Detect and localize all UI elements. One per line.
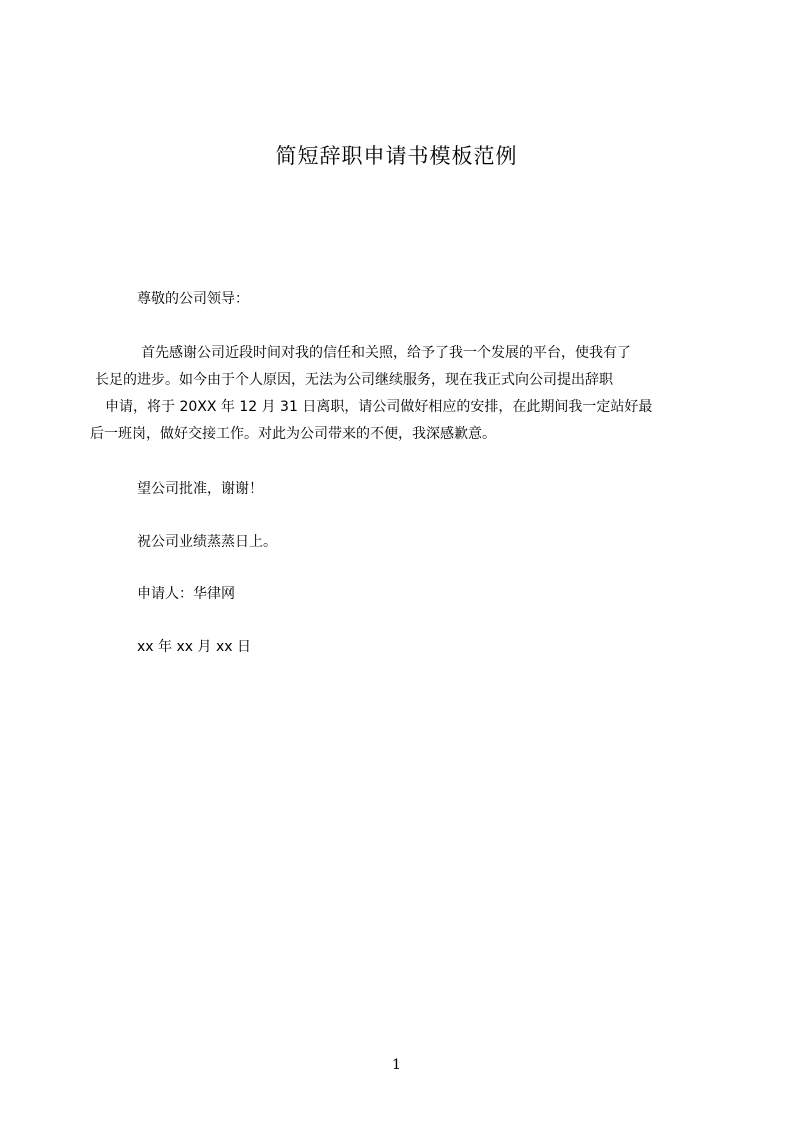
approval-request: 望公司批准，谢谢！ [137,481,263,497]
signature-date: xx 年 xx 月 xx 日 [137,639,251,655]
body-paragraph [90,342,696,452]
body-line: 申请，将于 20XX 年 12 月 31 日离职，请公司做好相应的安排，在此期间我一定站好最 [105,399,653,415]
applicant-signature: 申请人：华律网 [137,586,235,602]
salutation: 尊敬的公司领导： [137,291,249,307]
closing-wishes: 祝公司业绩蒸蒸日上。 [137,534,277,550]
body-line: 首先感谢公司近段时间对我的信任和关照，给予了我一个发展的平台，使我有了 [141,345,631,361]
body-line: 后一班岗，做好交接工作。对此为公司带来的不便，我深感歉意。 [90,426,496,442]
body-line: 长足的进步。如今由于个人原因，无法为公司继续服务，现在我正式向公司提出辞职 [95,372,613,388]
document-title: 简短辞职申请书模板范例 [275,144,518,168]
page-number: 1 [392,1057,401,1073]
